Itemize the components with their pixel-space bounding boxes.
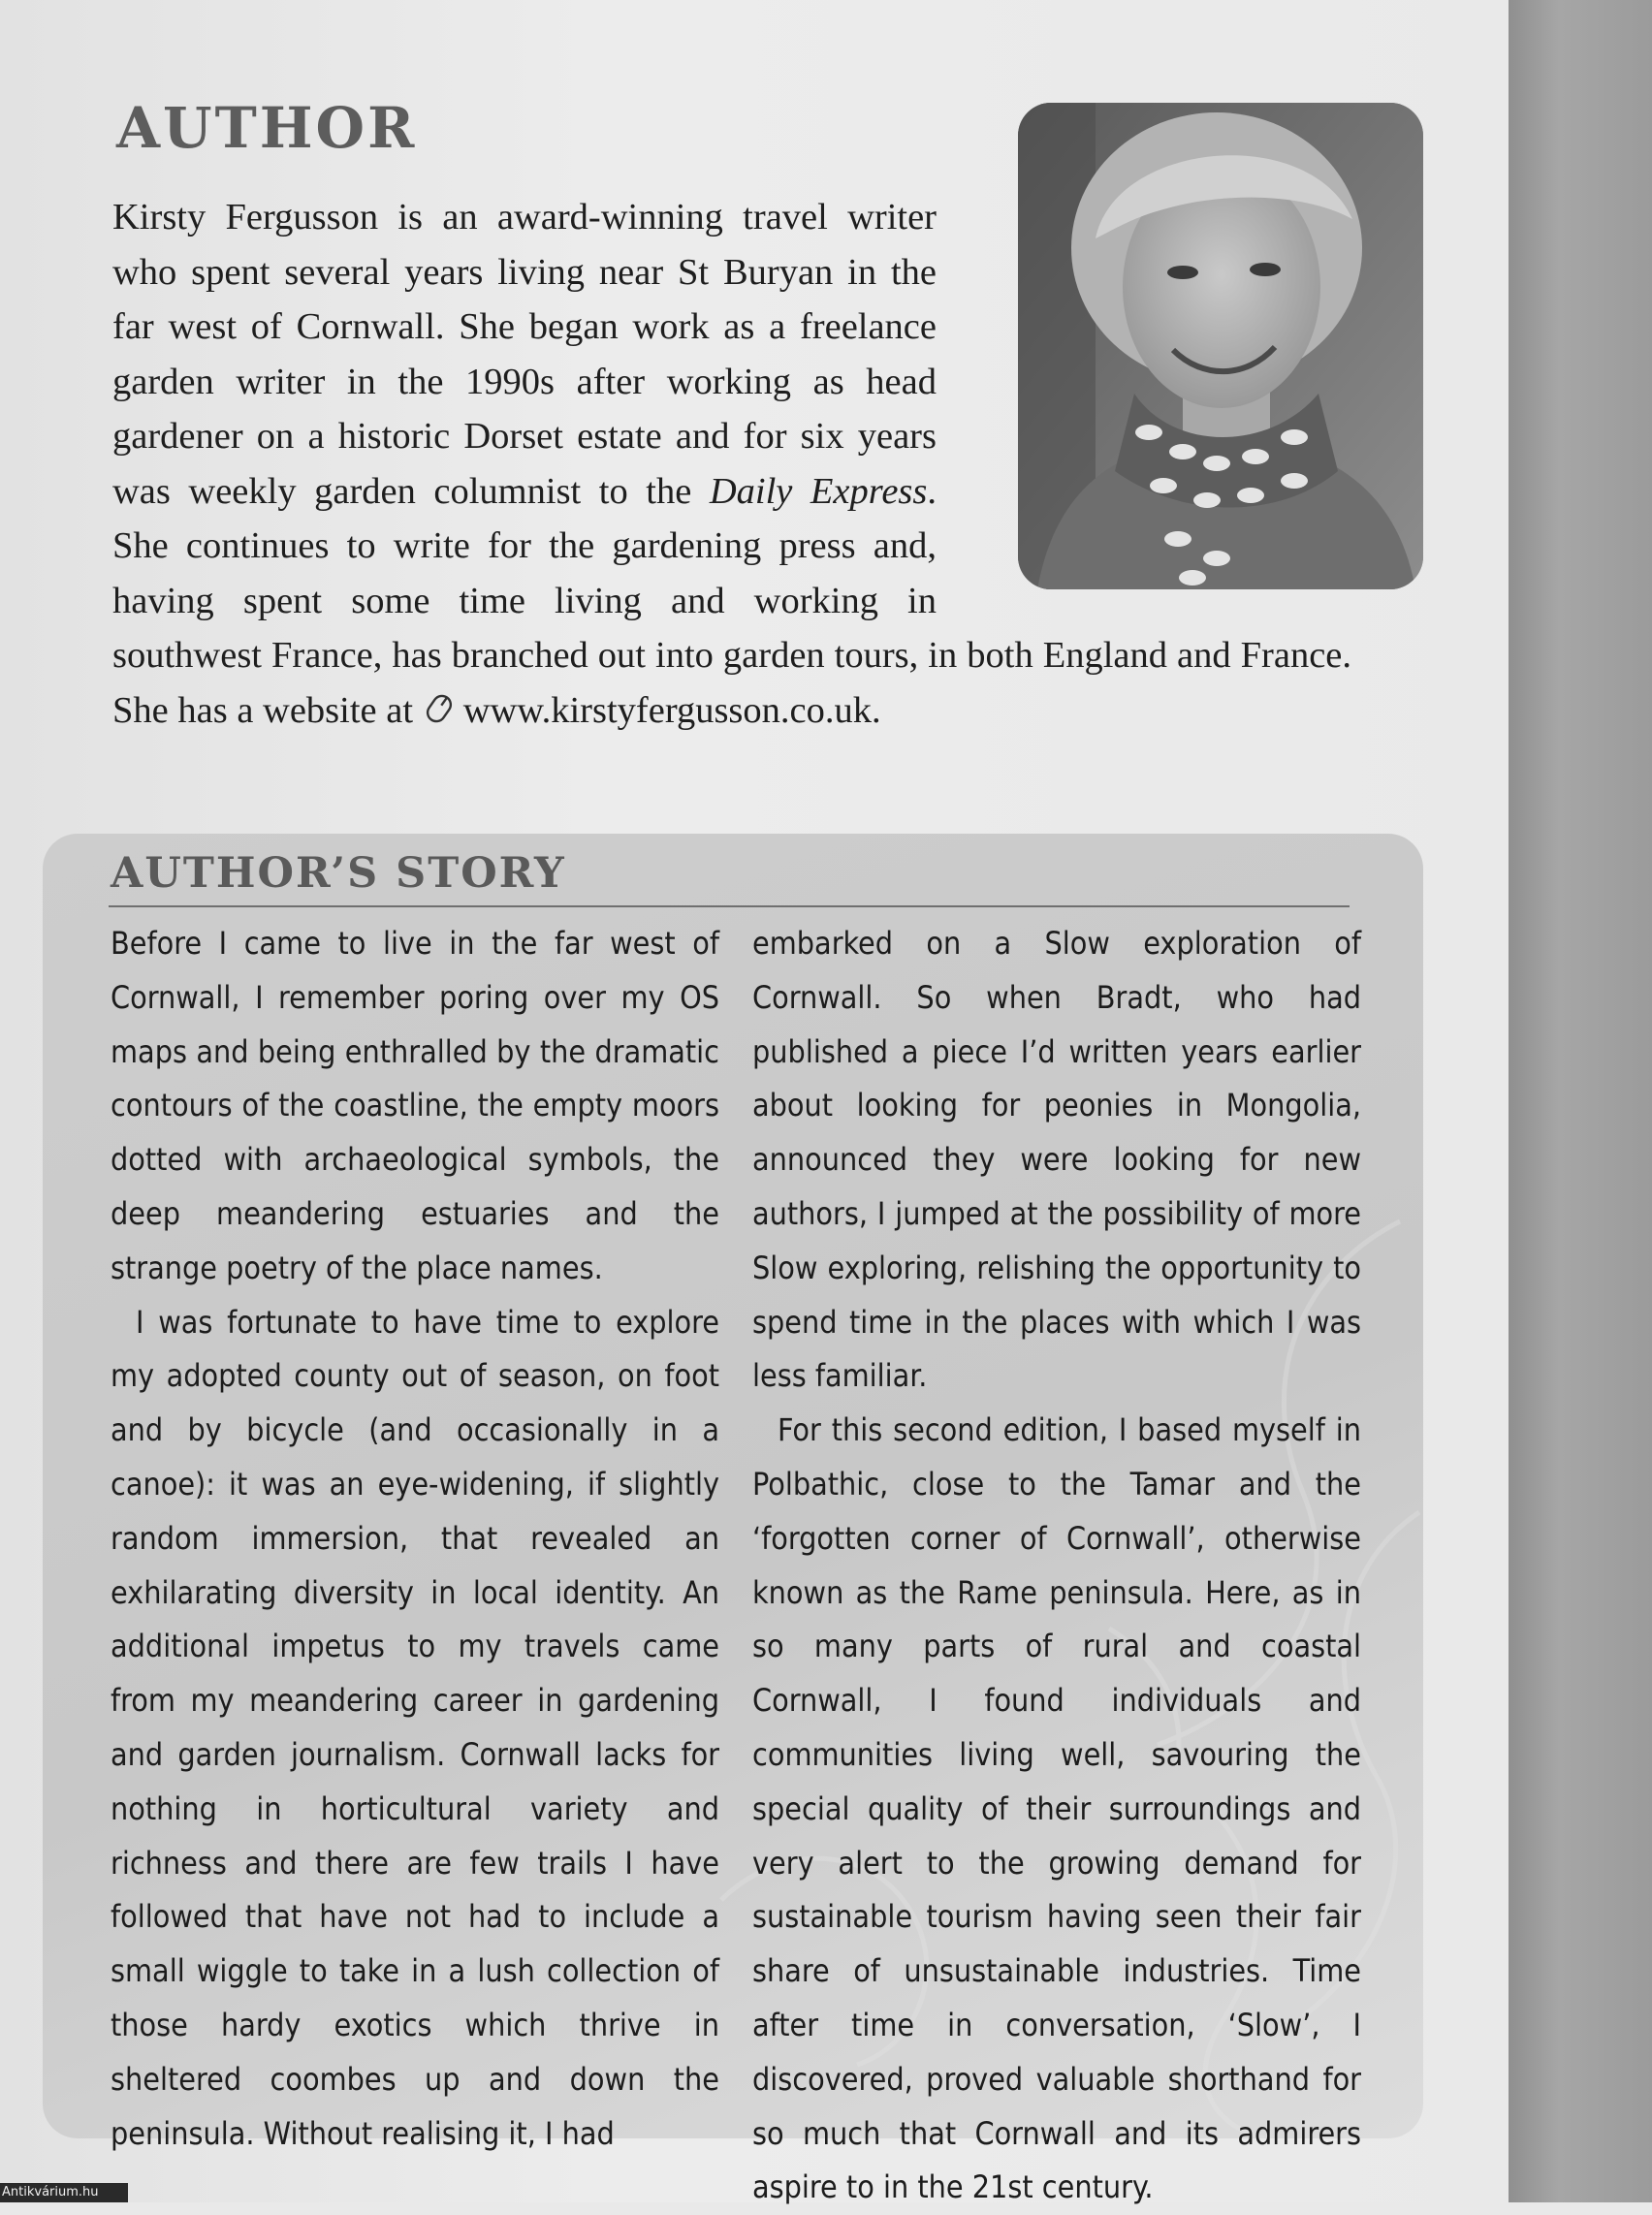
author-story-heading: AUTHOR’S STORY <box>111 849 566 898</box>
bio-text-1: Kirsty Fergusson is an award-winning travel writer who spent several years living near St Buryan in the far west of Cornwall. She began work as a freelance garden writer in the 1990s after working as head gardener on a historic Dorset estate and for six years was weekly garden columnist to the <box>112 197 937 512</box>
heading-rule <box>109 905 1350 907</box>
bio-end: . <box>872 689 881 731</box>
site-watermark: Antikvárium.hu <box>0 2183 128 2202</box>
photo-spacer <box>937 190 1351 607</box>
author-website-link[interactable]: www.kirstyfergusson.co.uk <box>462 689 873 731</box>
author-bio <box>112 190 1351 738</box>
bio-newspaper: Daily Express <box>709 470 928 512</box>
mouse-icon <box>423 689 456 728</box>
page-gutter <box>1509 0 1652 2202</box>
story-column-left <box>111 917 719 2161</box>
story-column-right <box>752 917 1361 2215</box>
author-heading: AUTHOR <box>116 95 418 161</box>
story-paragraph: embarked on a Slow exploration of Cornwall. So when Bradt, who had published a piece I’d written years earlier about looking for peonies in Mongolia, announced they were looking for new authors, I jumped at the possibility of more Slow exploring, relishing the opportunity to spend time in the places with which I was less familiar. <box>752 925 1361 1395</box>
story-paragraph: For this second edition, I based myself in Polbathic, close to the Tamar and the ‘forgotten corner of Cornwall’, otherwise known as the Rame peninsula. Here, as in so many parts of rural and coastal Cornwall, I found individuals and communities living well, savouring the special quality of their surroundings and very alert to the growing demand for sustainable tourism having seen their fair share of unsustainable industries. Time after time in conversation, ‘Slow’, I discovered, proved valuable shorthand for so much that Cornwall and its admirers aspire to in the 21st century. <box>752 1411 1361 2206</box>
story-paragraph: Before I came to live in the far west of Cornwall, I remember poring over my OS maps and being enthralled by the dramatic contours of the coastline, the empty moors dotted with archaeological symbols, the deep meandering estuaries and the strange poetry of the place names. <box>111 925 719 1286</box>
story-paragraph: I was fortunate to have time to explore my adopted county out of season, on foot and by bicycle (and occasionally in a canoe): it was an eye-widening, if slightly random immersion, that revealed an exhilarating diversity in local identity. An additional impetus to my travels came from my meandering career in gardening and garden journalism. Cornwall lacks for nothing in horticultural variety and richness and there are few trails I have followed that have not had to include a small wiggle to take in a lush collection of those hardy exotics which thrive in sheltered coombes up and down the peninsula. Without realising it, I had <box>111 1303 719 2152</box>
bio-text-2: . She continues to write for the gardening press and, having spent some time living and working in southwest France, has branched out into garden tours, in both England and France. She has a website at <box>112 470 1351 731</box>
